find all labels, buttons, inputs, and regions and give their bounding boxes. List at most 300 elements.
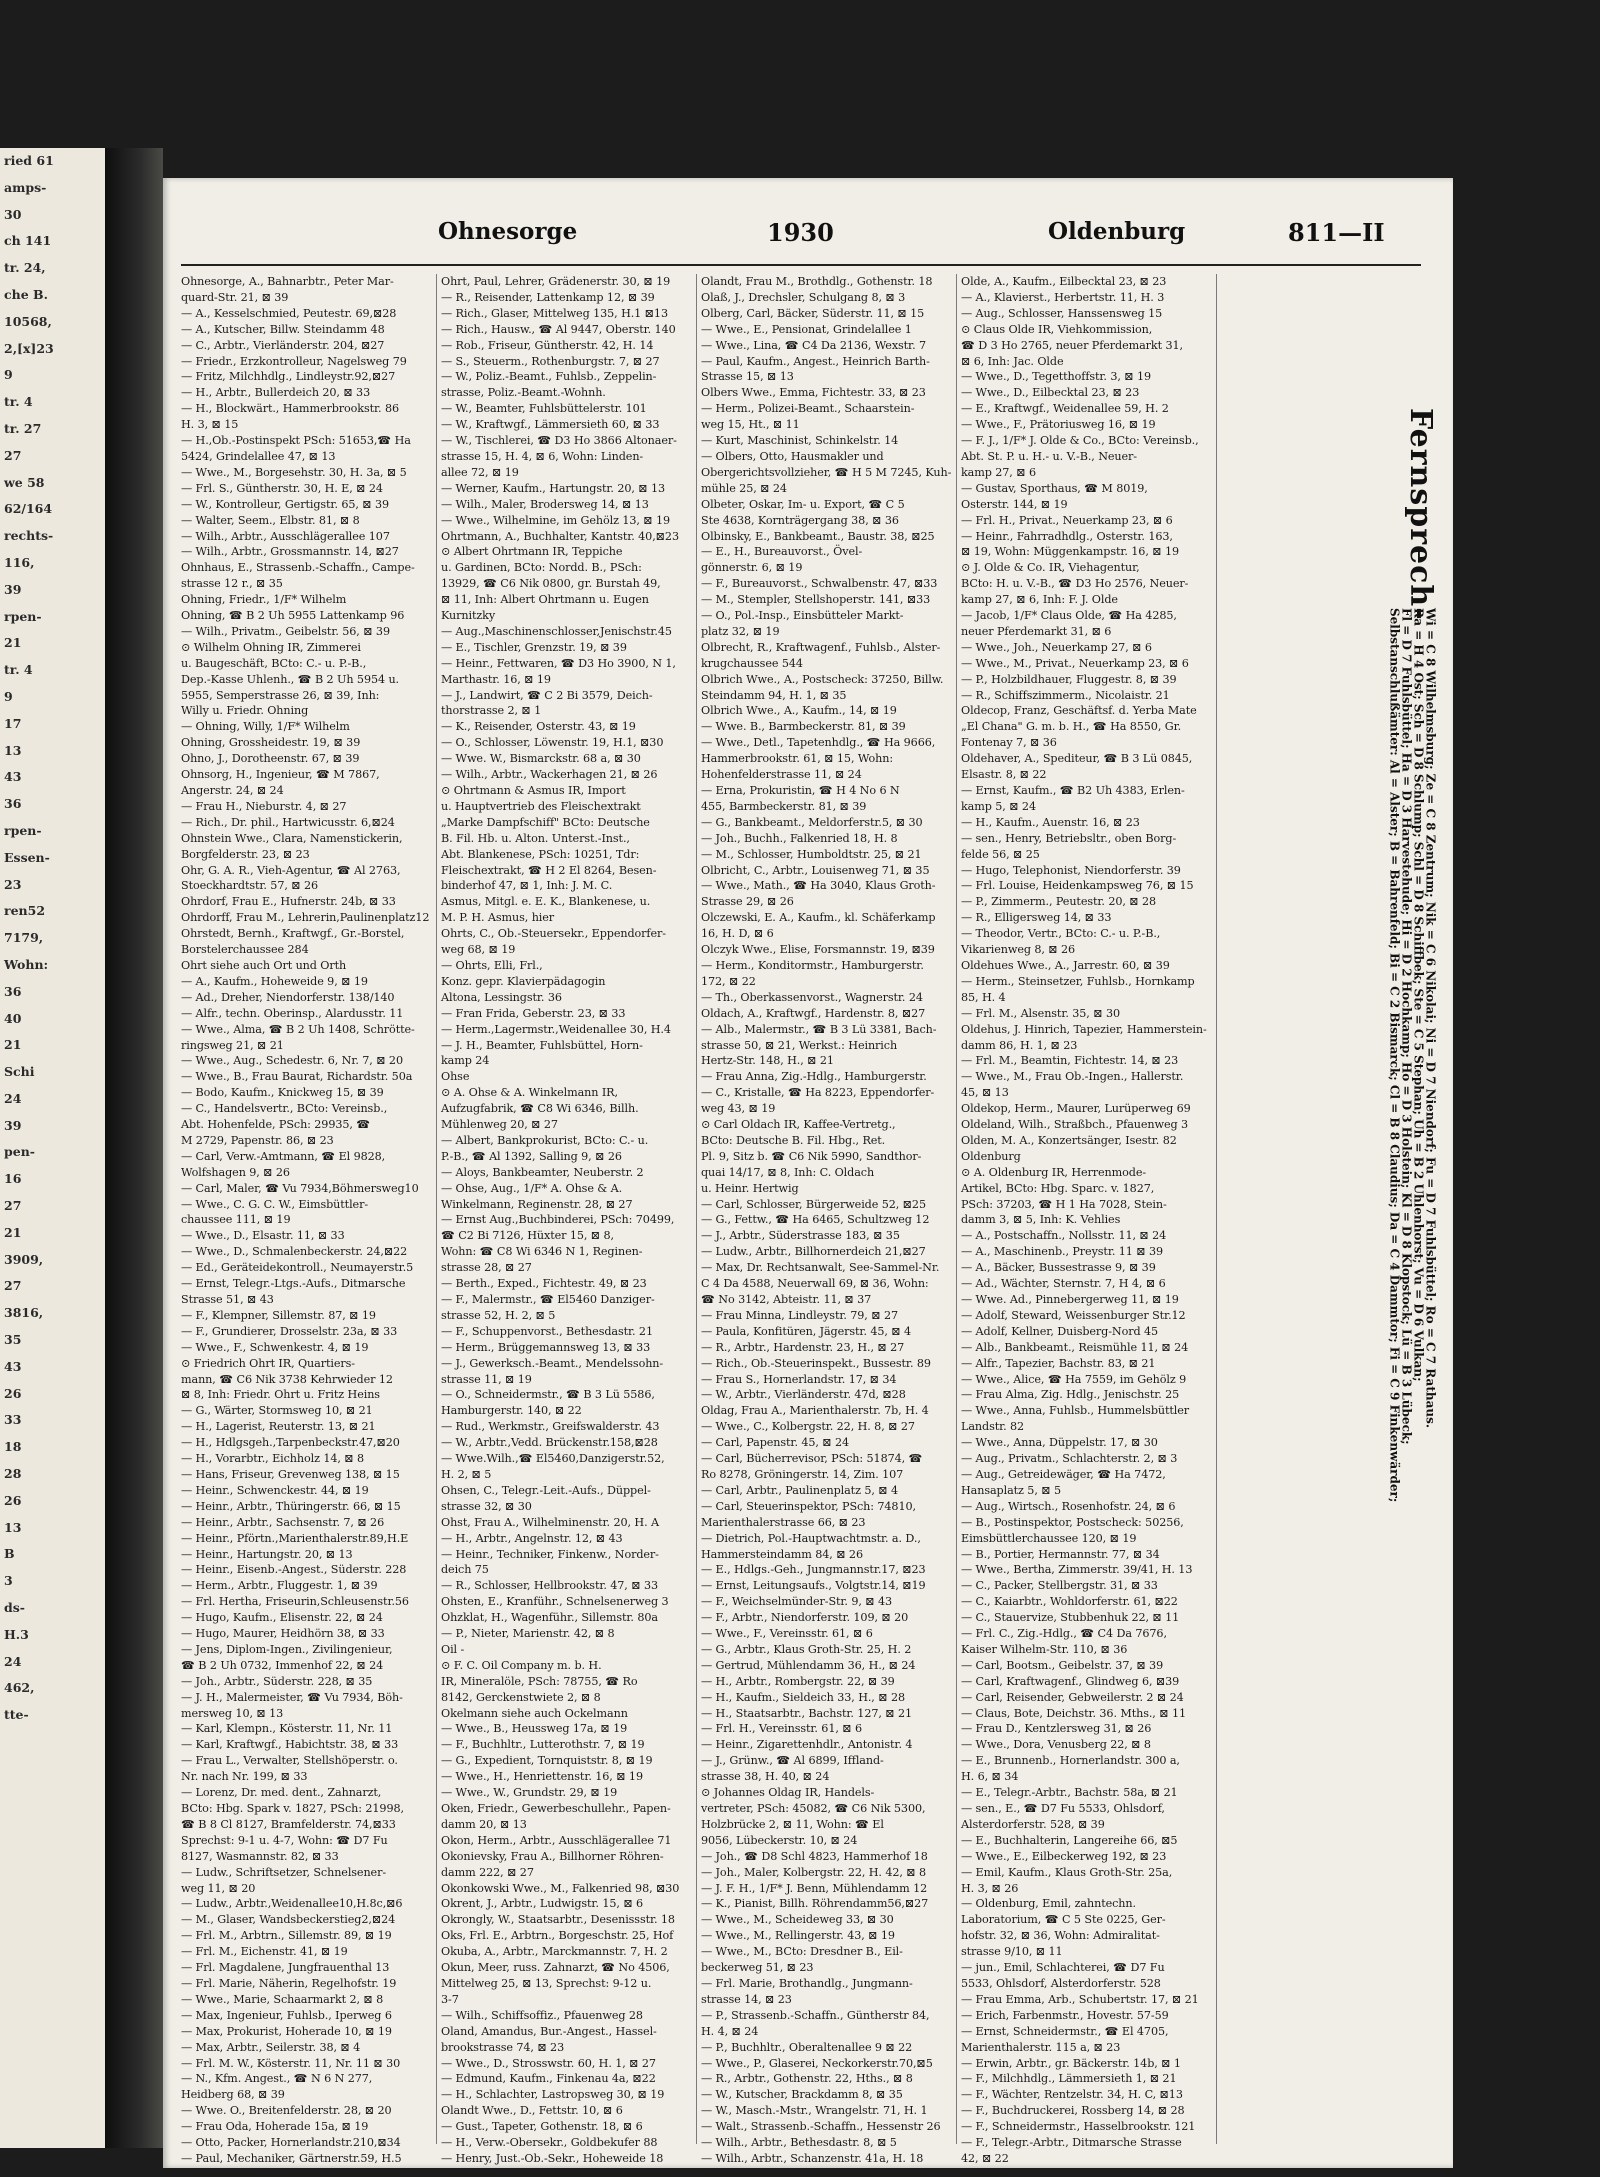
directory-entry-line: Ohzklat, H., Wagenführ., Sillemstr. 80a [441, 1611, 658, 1625]
directory-entry-line: — F., Buchdruckerei, Rossberg 14, ⊠ 28 [961, 2104, 1185, 2118]
directory-entry-line: — J. H., Malermeister, ☎ Vu 7934, Böh- [181, 1690, 403, 1704]
directory-entry-line: — jun., Emil, Schlachterei, ☎ D7 Fu [961, 1961, 1165, 1975]
directory-entry-line: — Frau D., Kentzlersweg 31, ⊠ 26 [961, 1722, 1152, 1736]
directory-entry-line: — P., Holzbildhauer, Fluggestr. 8, ⊠ 39 [961, 672, 1177, 686]
directory-page [163, 178, 1453, 2168]
previous-page-fragment: tr. 27 [4, 420, 42, 436]
directory-entry-line: — F., Klempner, Sillemstr. 87, ⊠ 19 [181, 1308, 376, 1322]
directory-entry-line: Kaiser Wilhelm-Str. 110, ⊠ 36 [961, 1642, 1128, 1656]
directory-entry-line: — Wwe., H., Henriettenstr. 16, ⊠ 19 [441, 1770, 643, 1784]
directory-entry-line: — R., Elligersweg 14, ⊠ 33 [961, 911, 1112, 925]
directory-entry-line: — B., Portier, Hermannstr. 77, ⊠ 34 [961, 1547, 1160, 1561]
column-4 [961, 274, 1213, 2165]
directory-entry-line: — W., Beamter, Fuhlsbüttelerstr. 101 [441, 402, 647, 416]
directory-entry-line: — Paula, Konfitüren, Jägerstr. 45, ⊠ 4 [701, 1324, 912, 1338]
directory-entry-line: BCto: Hbg. Spark v. 1827, PSch: 21998, [181, 1802, 404, 1815]
directory-entry-line: — Claus, Bote, Deichstr. 36. Mths., ⊠ 11 [961, 1706, 1186, 1720]
directory-entry-line: Alsterdorferstr. 528, ⊠ 39 [961, 1817, 1105, 1831]
directory-entry-line: Olbeter, Oskar, Im- u. Export, ☎ C 5 [701, 497, 905, 511]
directory-entry-line: — F., Schuppenvorst., Bethesdastr. 21 [441, 1324, 653, 1338]
directory-entry-line: ⊠ 6, Inh: Jac. Olde [961, 354, 1064, 368]
directory-entry-line: — Aug., Schlosser, Hanssensweg 15 [961, 306, 1163, 320]
directory-entry-line: — A., Kesselschmied, Peutestr. 69,⊠28 [181, 306, 397, 320]
directory-entry-line: ⊙ F. C. Oil Company m. b. H. [441, 1658, 602, 1672]
directory-entry-line: — E., Telegr.-Arbtr., Bachstr. 58a, ⊠ 21 [961, 1786, 1178, 1800]
directory-entry-line: — Frl. M., Alsenstr. 35, ⊠ 30 [961, 1006, 1120, 1020]
previous-page-fragment: ried 61 [4, 153, 54, 168]
directory-entry-line: Holzbrücke 2, ⊠ 11, Wohn: ☎ El [701, 1817, 884, 1831]
directory-entry-line: — C., Arbtr., Vierländerstr. 204, ⊠27 [181, 338, 385, 352]
directory-entry-line: Oldekop, Herm., Maurer, Lurüperweg 69 [961, 1102, 1191, 1116]
directory-entry-line: felde 56, ⊠ 25 [961, 847, 1040, 861]
directory-entry-line: Ohrt, Paul, Lehrer, Grädenerstr. 30, ⊠ 19 [441, 275, 671, 288]
directory-entry-line: — Wwe., C., Kolbergstr. 22, H. 8, ⊠ 27 [701, 1420, 915, 1434]
directory-entry-line: u. Heinr. Hertwig [701, 1181, 799, 1195]
directory-entry-line: — Dietrich, Pol.-Hauptwachtmstr. a. D., [701, 1531, 921, 1545]
directory-entry-line: — Frl. M., Beamtin, Fichtestr. 14, ⊠ 23 [961, 1054, 1179, 1068]
directory-entry-line: — Wilh., Arbtr., Ausschlägerallee 107 [181, 529, 390, 543]
directory-entry-line: — P., Nieter, Marienstr. 42, ⊠ 8 [441, 1627, 615, 1641]
directory-entry-line: Dep.-Kasse Uhlenh., ☎ B 2 Uh 5954 u. [181, 672, 400, 686]
directory-entry-line: — C., Kristalle, ☎ Ha 8223, Eppendorfer- [701, 1086, 935, 1100]
directory-entry-line: strasse 32, ⊠ 30 [441, 1499, 532, 1513]
directory-entry-line: — Walt., Strassenb.-Schaffn., Hessenstr 26 [701, 2120, 941, 2134]
directory-entry-line: — Wwe.Wilh.,☎ El5460,Danzigerstr.52, [441, 1452, 665, 1466]
directory-entry-line: Artikel, BCto: Hbg. Sparc. v. 1827, [961, 1181, 1155, 1195]
directory-entry-line: damm 86, H. 1, ⊠ 23 [961, 1038, 1078, 1052]
directory-entry-line: — G., Fettw., ☎ Ha 6465, Schultzweg 12 [701, 1213, 930, 1227]
previous-page-fragment: 21 [4, 635, 22, 651]
directory-entry-line: — Carl, Verw.-Amtmann, ☎ El 9828, [181, 1149, 386, 1163]
directory-entry-line: neuer Pferdemarkt 31, ⊠ 6 [961, 624, 1112, 638]
directory-entry-line: — Emil, Kaufm., Klaus Groth-Str. 25a, [961, 1865, 1173, 1879]
directory-entry-line: Okonkowski Wwe., M., Falkenried 98, ⊠30 [441, 1881, 680, 1895]
directory-entry-line: — Heinr., Fettwaren, ☎ D3 Ho 3900, N 1, [441, 656, 676, 670]
page-number: 811—II [1288, 218, 1385, 247]
previous-page-fragment: 33 [4, 1412, 22, 1428]
directory-entry-line: — E., Kraftwgf., Weidenallee 59, H. 2 [961, 402, 1169, 416]
directory-entry-line: 85, H. 4 [961, 990, 1006, 1004]
directory-entry-line: — Frl. Hertha, Friseurin,Schleusenstr.56 [181, 1595, 409, 1609]
directory-entry-line: — Ad., Wächter, Sternstr. 7, H 4, ⊠ 6 [961, 1277, 1166, 1291]
directory-entry-line: — H., Schlachter, Lastropsweg 30, ⊠ 19 [441, 2088, 665, 2102]
previous-page-fragment: tte- [4, 1707, 29, 1723]
directory-entry-line: — F., Buchhltr., Lutterothstr. 7, ⊠ 19 [441, 1738, 645, 1752]
previous-page-fragment: 3 [4, 1573, 13, 1589]
directory-entry-line: — Wwe., B., Frau Baurat, Richardstr. 50a [181, 1070, 413, 1084]
directory-entry-line: Sprechst: 9-1 u. 4-7, Wohn: ☎ D7 Fu [181, 1833, 388, 1847]
directory-entry-line: B. Fil. Hb. u. Alton. Unterst.-Inst., [441, 831, 630, 845]
previous-page-fragment: tr. 24, [4, 260, 46, 276]
directory-entry-line: Olbricht, C., Arbtr., Louisenweg 71, ⊠ 35 [701, 863, 930, 877]
directory-entry-line: kamp 27, ⊠ 6, Inh: F. J. Olde [961, 593, 1118, 607]
directory-entry-line: Ohrtmann, A., Buchhalter, Kantstr. 40,⊠23 [441, 529, 679, 543]
directory-entry-line: — Carl, Maler, ☎ Vu 7934,Böhmersweg10 [181, 1181, 419, 1195]
directory-entry-line: — Jacob, 1/F* Claus Olde, ☎ Ha 4285, [961, 609, 1177, 623]
directory-entry-line: — Rich., Hausw., ☎ Al 9447, Oberstr. 140 [441, 322, 676, 336]
directory-entry-line: — Wwe., C. G. C. W., Eimsbüttler- [181, 1197, 368, 1211]
directory-entry-line: — J., Arbtr., Süderstrasse 183, ⊠ 35 [701, 1229, 900, 1243]
directory-entry-line: — P., Strassenb.-Schaffn., Güntherstr 84, [701, 2008, 930, 2022]
previous-page-fragment: 27 [4, 1278, 22, 1294]
directory-entry-line: — Heinr., Techniker, Finkenw., Norder- [441, 1547, 659, 1561]
previous-page-fragment: rpen- [4, 608, 42, 624]
directory-entry-line: — Wwe., Bertha, Zimmerstr. 39/41, H. 13 [961, 1563, 1193, 1577]
directory-entry-line: — Ed., Geräteidekontroll., Neumayerstr.5 [181, 1261, 414, 1275]
directory-entry-line: — Frau Alma, Zig. Hdlg., Jenischstr. 25 [961, 1388, 1180, 1402]
directory-entry-line: — Wilh., Privatm., Geibelstr. 56, ⊠ 39 [181, 624, 390, 638]
previous-page-fragment: 43 [4, 1358, 22, 1374]
directory-entry-line: — Frl. H., Vereinsstr. 61, ⊠ 6 [701, 1722, 862, 1736]
directory-entry-line: — K., Pianist, Billh. Röhrendamm56,⊠27 [701, 1897, 929, 1911]
directory-entry-line: deich 75 [441, 1563, 489, 1577]
directory-entry-line: — Frau L., Verwalter, Stellshöperstr. o. [181, 1754, 398, 1768]
directory-entry-line: PSch: 37203, ☎ H 1 Ha 7028, Stein- [961, 1197, 1167, 1211]
directory-entry-line: — Karl, Kraftwgf., Habichtstr. 38, ⊠ 33 [181, 1738, 399, 1752]
directory-entry-line: Pl. 9, Sitz b. ☎ C6 Nik 5990, Sandthor- [701, 1149, 922, 1163]
directory-entry-line: 455, Barmbeckerstr. 81, ⊠ 39 [701, 799, 867, 813]
directory-entry-line: — Hugo, Maurer, Heidhörn 38, ⊠ 33 [181, 1627, 385, 1641]
directory-entry-line: — Olbers, Otto, Hausmakler und [701, 449, 884, 463]
directory-entry-line: Laboratorium, ☎ C 5 Ste 0225, Ger- [961, 1913, 1166, 1927]
directory-entry-line: — N., Kfm. Angest., ☎ N 6 N 277, [181, 2072, 373, 2086]
directory-entry-line: — sen., E., ☎ D7 Fu 5533, Ohlsdorf, [961, 1802, 1165, 1815]
directory-entry-line: — J., Landwirt, ☎ C 2 Bi 3579, Deich- [441, 688, 653, 702]
directory-entry-line: 42, ⊠ 22 [961, 2151, 1009, 2165]
directory-entry-line: — Berth., Exped., Fichtestr. 49, ⊠ 23 [441, 1277, 647, 1291]
directory-entry-line: — Heinr., Zigarettenhdlr., Antonistr. 4 [701, 1738, 913, 1752]
directory-entry-line: ☎ B 2 Uh 0732, Immenhof 22, ⊠ 24 [181, 1658, 384, 1672]
directory-entry-line: Ohnhaus, E., Strassenb.-Schaffn., Campe- [181, 561, 415, 575]
directory-entry-line: ☎ No 3142, Abteistr. 11, ⊠ 37 [701, 1293, 872, 1306]
directory-entry-line: — W., Masch.-Mstr., Wrangelstr. 71, H. 1 [701, 2104, 928, 2118]
directory-entry-line: Ohnstein Wwe., Clara, Namenstickerin, [181, 831, 403, 845]
directory-entry-line: — Oldenburg, Emil, zahntechn. [961, 1897, 1136, 1911]
directory-entry-line: Okon, Herm., Arbtr., Ausschlägerallee 71 [441, 1833, 672, 1847]
telephone-exchange-key [1387, 408, 1441, 2108]
directory-entry-line: M. P. H. Asmus, hier [441, 911, 555, 925]
directory-entry-line: — E., H., Bureauvorst., Övel- [701, 545, 863, 559]
directory-entry-line: — E., Buchhalterin, Langereihe 66, ⊠5 [961, 1833, 1178, 1847]
directory-entry-line: — Wwe., Wilhelmine, im Gehölz 13, ⊠ 19 [441, 513, 671, 527]
previous-page-fragment: 26 [4, 1492, 22, 1508]
directory-entry-line: Okrent, J., Arbtr., Ludwigstr. 15, ⊠ 6 [441, 1897, 644, 1911]
directory-entry-line: damm 20, ⊠ 13 [441, 1817, 527, 1831]
directory-entry-line: — H., Blockwärt., Hammerbrookstr. 86 [181, 402, 399, 416]
directory-entry-line: — Hugo, Telephonist, Niendorferstr. 39 [961, 863, 1181, 877]
directory-entry-line: Willy u. Friedr. Ohning [181, 704, 309, 718]
directory-entry-line: Marienthalerstr. 115 a, ⊠ 23 [961, 2040, 1121, 2054]
directory-entry-line: — Alfr., techn. Oberinsp., Alardusstr. 11 [181, 1006, 404, 1020]
directory-entry-line: — Herm., Steinsetzer, Fuhlsb., Hornkamp [961, 974, 1195, 988]
directory-entry-line: Stoeckhardtstr. 57, ⊠ 26 [181, 879, 319, 893]
directory-entry-line: ⊙ Friedrich Ohrt IR, Quartiers- [181, 1356, 355, 1370]
directory-entry-line: — Joh., Maler, Kolbergstr. 22, H. 42, ⊠ 8 [701, 1865, 927, 1879]
directory-entry-line: — Wwe., Joh., Neuerkamp 27, ⊠ 6 [961, 640, 1152, 654]
directory-entry-line: Ohning, ☎ B 2 Uh 5955 Lattenkamp 96 [181, 609, 405, 623]
directory-entry-line: — A., Bäcker, Bussestrasse 9, ⊠ 39 [961, 1261, 1156, 1275]
directory-entry-line: Ohst, Frau A., Wilhelminenstr. 20, H. A [441, 1515, 659, 1529]
directory-entry-line: — Wilh., Schiffsoffiz., Pfauenweg 28 [441, 2008, 643, 2022]
directory-entry-line: — A., Kutscher, Billw. Steindamm 48 [181, 322, 385, 336]
directory-entry-line: — Frl. M. W., Kösterstr. 11, Nr. 11 ⊠ 30 [181, 2056, 401, 2070]
directory-entry-line: Olczewski, E. A., Kaufm., kl. Schäferkamp [701, 911, 936, 925]
directory-entry-line: — Aug.,Maschinenschlosser,Jenischstr.45 [441, 624, 672, 638]
directory-entry-line: strasse 9/10, ⊠ 11 [961, 1945, 1063, 1959]
directory-entry-line: — Ludw., Arbtr., Billhornerdeich 21,⊠27 [701, 1245, 926, 1259]
directory-entry-line: — Aug., Wirtsch., Rosenhofstr. 24, ⊠ 6 [961, 1499, 1176, 1513]
previous-page-fragment: 116, [4, 554, 35, 570]
directory-entry-line: ☎ C2 Bi 7126, Hüxter 15, ⊠ 8, [441, 1229, 615, 1243]
directory-entry-line: — H.,Ob.-Postinspekt PSch: 51653,☎ Ha [181, 434, 411, 448]
previous-page-fragment: 30 [4, 206, 22, 222]
running-head-name: Ohnesorge [438, 218, 578, 245]
directory-entry-line: allee 72, ⊠ 19 [441, 465, 519, 479]
directory-entry-line: — Th., Oberkassenvorst., Wagnerstr. 24 [701, 990, 923, 1004]
previous-page-fragment: 39 [4, 1117, 22, 1133]
directory-entry-line: brookstrasse 74, ⊠ 23 [441, 2040, 565, 2054]
directory-entry-line: — J. F. H., 1/F* J. Benn, Mühlendamm 12 [701, 1881, 928, 1895]
directory-entry-line: Olberg, Carl, Bäcker, Süderstr. 11, ⊠ 15 [701, 306, 925, 320]
directory-entry-line: — Wwe., W., Grundstr. 29, ⊠ 19 [441, 1786, 618, 1800]
directory-entry-line: — Frau Minna, Lindleystr. 79, ⊠ 27 [701, 1308, 898, 1322]
directory-entry-line: — Otto, Packer, Hornerlandstr.210,⊠34 [181, 2136, 401, 2150]
directory-entry-line: damm 3, ⊠ 5, Inh: K. Vehlies [961, 1213, 1121, 1227]
directory-entry-line: ringsweg 21, ⊠ 21 [181, 1038, 284, 1052]
directory-entry-line: — F., Weichselmünder-Str. 9, ⊠ 43 [701, 1595, 893, 1609]
directory-entry-line: Ohrdorf, Frau E., Hufnerstr. 24b, ⊠ 33 [181, 895, 396, 909]
directory-entry-line: — Max, Prokurist, Hoherade 10, ⊠ 19 [181, 2024, 392, 2038]
directory-entry-line: — Wwe., D., Schmalenbeckerstr. 24,⊠22 [181, 1245, 408, 1259]
previous-page-fragment: 27 [4, 447, 22, 463]
previous-page-fragment: 27 [4, 1198, 22, 1214]
directory-entry-line: Hammersteindamm 84, ⊠ 26 [701, 1547, 863, 1561]
directory-entry-line: — Wwe., F., Prätoriusweg 16, ⊠ 19 [961, 418, 1156, 432]
directory-entry-line: — Wwe., Math., ☎ Ha 3040, Klaus Groth- [701, 879, 936, 893]
directory-entry-line: Mühlenweg 20, ⊠ 27 [441, 1118, 558, 1132]
directory-entry-line: Konz. gepr. Klavierpädagogin [441, 974, 606, 988]
directory-entry-line: — Frl. Louise, Heidenkampsweg 76, ⊠ 15 [961, 879, 1194, 893]
directory-entry-line: — Carl, Arbtr., Paulinenplatz 5, ⊠ 4 [701, 1483, 899, 1497]
directory-entry-line: quard-Str. 21, ⊠ 39 [181, 290, 289, 304]
directory-entry-line: — H., Lagerist, Reuterstr. 13, ⊠ 21 [181, 1420, 376, 1434]
directory-entry-line: — Wwe., M., BCto: Dresdner B., Eil- [701, 1945, 903, 1959]
directory-entry-line: Hamburgerstr. 140, ⊠ 22 [441, 1404, 582, 1418]
directory-entry-line: — Carl, Papenstr. 45, ⊠ 24 [701, 1436, 850, 1450]
directory-entry-line: — W., Arbtr., Vierländerstr. 47d, ⊠28 [701, 1388, 906, 1402]
directory-entry-line: M 2729, Papenstr. 86, ⊠ 23 [181, 1133, 334, 1147]
directory-entry-line: Angerstr. 24, ⊠ 24 [181, 784, 284, 797]
directory-entry-line: Olandt Wwe., D., Fettstr. 10, ⊠ 6 [441, 2104, 623, 2118]
previous-page-fragment: 9 [4, 367, 13, 383]
directory-entry-line: — Ernst, Telegr.-Ltgs.-Aufs., Ditmarsche [181, 1277, 406, 1291]
directory-entry-line: — Adolf, Steward, Weissenburger Str.12 [961, 1308, 1186, 1322]
directory-entry-line: ⊠ 8, Inh: Friedr. Ohrt u. Fritz Heins [181, 1388, 380, 1402]
directory-entry-line: — Alb., Malermstr., ☎ B 3 Lü 3381, Bach- [701, 1022, 937, 1036]
column-divider [696, 274, 697, 2144]
directory-entry-line: — Rob., Friseur, Güntherstr. 42, H. 14 [441, 338, 654, 352]
directory-entry-line: — Max, Arbtr., Seilerstr. 38, ⊠ 4 [181, 2040, 361, 2054]
directory-entry-line: — M., Glaser, Wandsbeckerstieg2,⊠24 [181, 1913, 396, 1927]
directory-entry-line: — Ernst, Schneidermstr., ☎ El 4705, [961, 2024, 1169, 2038]
directory-entry-line: — P., Zimmerm., Peutestr. 20, ⊠ 28 [961, 895, 1157, 909]
directory-entry-line: IR, Mineralöle, PSch: 78755, ☎ Ro [441, 1674, 638, 1688]
directory-entry-line: — F., Milchhdlg., Lämmersieth 1, ⊠ 21 [961, 2072, 1177, 2086]
directory-entry-line: — Frau Emma, Arb., Schubertstr. 17, ⊠ 21 [961, 1992, 1199, 2006]
exchange-key-line: Fl = D 7 Fuhlsbüttel; Ha = D 3 Harvestehude; Hi = D 2 Hochkamp; Ho = D 3 Holstein; Kl = D 8 Klopstock; Lü = B 3 Lübeck; [1399, 608, 1414, 1445]
directory-entry-line: — Carl, Bootsm., Geibelstr. 37, ⊠ 39 [961, 1658, 1164, 1672]
directory-entry-line: Olbrich Wwe., A., Postscheck: 37250, Billw. [701, 672, 944, 686]
directory-entry-line: — H., Arbtr., Angelnstr. 12, ⊠ 43 [441, 1531, 623, 1545]
directory-entry-line: Ohsen, C., Telegr.-Leit.-Aufs., Düppel- [441, 1483, 651, 1497]
directory-entry-line: — Wilh., Arbtr., Wackerhagen 21, ⊠ 26 [441, 768, 658, 782]
directory-entry-line: strasse, Poliz.-Beamt.-Wohnh. [441, 386, 606, 400]
directory-entry-line: damm 222, ⊠ 27 [441, 1865, 534, 1879]
directory-entry-line: ⊙ A. Oldenburg IR, Herrenmode- [961, 1165, 1147, 1179]
directory-entry-line: krugchaussee 544 [701, 656, 803, 670]
directory-entry-line: Abt. St. P. u. H.- u. V.-B., Neuer- [961, 449, 1137, 463]
directory-entry-line: — Ohrts, Elli, Frl., [441, 958, 543, 972]
directory-entry-line: — Wwe., Anna, Düppelstr. 17, ⊠ 30 [961, 1436, 1158, 1450]
column-divider [1216, 274, 1217, 2144]
directory-entry-line: — Frl. Marie, Näherin, Regelhofstr. 19 [181, 1976, 397, 1990]
previous-page-fragment: 3816, [4, 1305, 44, 1321]
directory-entry-line: — S., Steuerm., Rothenburgstr. 7, ⊠ 27 [441, 354, 660, 368]
directory-entry-line: — R., Schiffszimmerm., Nicolaistr. 21 [961, 688, 1170, 702]
directory-entry-line: Elsastr. 8, ⊠ 22 [961, 768, 1047, 782]
directory-entry-line: — Wwe., M., Borgesehstr. 30, H. 3a, ⊠ 5 [181, 465, 407, 479]
previous-page-fragment: 17 [4, 715, 22, 731]
directory-entry-line: — Bodo, Kaufm., Knickweg 15, ⊠ 39 [181, 1086, 384, 1100]
directory-entry-line: — Herm., Polizei-Beamt., Schaarstein- [701, 402, 915, 416]
directory-entry-line: — Carl, Kraftwagenf., Glindweg 6, ⊠39 [961, 1674, 1180, 1688]
previous-page-fragment: amps- [4, 179, 47, 195]
column-2 [441, 274, 693, 2165]
directory-entry-line: — Frau S., Hornerlandstr. 17, ⊠ 34 [701, 1372, 897, 1386]
directory-entry-line: Borstelerchaussee 284 [181, 943, 309, 957]
directory-entry-line: — Frl. C., Zig.-Hdlg., ☎ C4 Da 7676, [961, 1627, 1167, 1641]
directory-entry-line: ⊙ J. Olde & Co. IR, Viehagentur, [961, 561, 1140, 575]
directory-entry-line: — Wwe., E., Pensionat, Grindelallee 1 [701, 322, 912, 336]
directory-entry-line: BCto: H. u. V.-B., ☎ D3 Ho 2576, Neuer- [961, 577, 1189, 591]
directory-entry-line: Ohnsorg, H., Ingenieur, ☎ M 7867, [181, 768, 380, 782]
directory-entry-line: — F., Wächter, Rentzelstr. 34, H. C, ⊠13 [961, 2088, 1183, 2102]
directory-entry-line: — Gertrud, Mühlendamm 36, H., ⊠ 24 [701, 1658, 916, 1672]
directory-entry-line: — R., Schlosser, Hellbrookstr. 47, ⊠ 33 [441, 1579, 658, 1593]
directory-entry-line: — Lorenz, Dr. med. dent., Zahnarzt, [181, 1786, 382, 1800]
directory-entry-line: Oldach, A., Kraftwgf., Hardenstr. 8, ⊠27 [701, 1006, 926, 1020]
directory-entry-line: — Rich., Dr. phil., Hartwicusstr. 6,⊠24 [181, 815, 395, 829]
directory-entry-line: — Wwe., F., Vereinsstr. 61, ⊠ 6 [701, 1627, 873, 1641]
directory-entry-line: — Gustav, Sporthaus, ☎ M 8019, [961, 481, 1148, 495]
exchange-key-title: Fernsprech- [1403, 408, 1438, 621]
directory-entry-line: Abt. Hohenfelde, PSch: 29935, ☎ [181, 1118, 371, 1132]
directory-entry-line: — Aug., Getreidewäger, ☎ Ha 7472, [961, 1467, 1166, 1481]
directory-entry-line: — Aloys, Bankbeamter, Neuberstr. 2 [441, 1165, 644, 1179]
directory-entry-line: — Wwe., Lina, ☎ C4 Da 2136, Wexstr. 7 [701, 338, 927, 352]
directory-entry-line: Oldenburg [961, 1149, 1021, 1163]
directory-entry-line: — Herm., Brüggemannsweg 13, ⊠ 33 [441, 1340, 651, 1354]
directory-entry-line: — Frau H., Nieburstr. 4, ⊠ 27 [181, 799, 347, 813]
directory-entry-line: — Wwe., M., Scheideweg 33, ⊠ 30 [701, 1913, 894, 1927]
directory-entry-line: Okelmann siehe auch Ockelmann [441, 1706, 628, 1720]
directory-entry-line: — H., Staatsarbtr., Bachstr. 127, ⊠ 21 [701, 1706, 913, 1720]
directory-entry-line: vertreter, PSch: 45082, ☎ C6 Nik 5300, [701, 1802, 926, 1815]
previous-page-text [0, 148, 105, 1729]
directory-entry-line: — sen., Henry, Betriebsltr., oben Borg- [961, 831, 1177, 845]
previous-page-fragment: tr. 4 [4, 662, 33, 678]
directory-entry-line: — Walter, Seem., Elbstr. 81, ⊠ 8 [181, 513, 360, 527]
directory-entry-line: chaussee 111, ⊠ 19 [181, 1213, 291, 1227]
directory-entry-line: — H., Kaufm., Auenstr. 16, ⊠ 23 [961, 815, 1140, 829]
directory-entry-line: H. 3, ⊠ 15 [181, 418, 239, 432]
directory-entry-line: Altona, Lessingstr. 36 [441, 990, 562, 1004]
directory-entry-line: — O., Schneidermstr., ☎ B 3 Lü 5586, [441, 1388, 655, 1402]
directory-entry-line: — Ernst, Kaufm., ☎ B2 Uh 4383, Erlen- [961, 784, 1185, 797]
previous-page-fragment: 39 [4, 581, 22, 597]
directory-entry-line: H. 3, ⊠ 26 [961, 1881, 1019, 1895]
directory-entry-line: H. 6, ⊠ 34 [961, 1770, 1019, 1784]
previous-page-fragment: 462, [4, 1680, 35, 1696]
directory-entry-line: — H., Verw.-Obersekr., Goldbekufer 88 [441, 2136, 658, 2150]
previous-page-fragment: we 58 [4, 474, 45, 490]
directory-entry-line: Ohrt siehe auch Ort und Orth [181, 958, 347, 972]
directory-entry-line: — Wwe., Anna, Fuhlsb., Hummelsbüttler [961, 1404, 1190, 1418]
header-rule [181, 264, 1421, 266]
directory-entry-line: — F., Arbtr., Niendorferstr. 109, ⊠ 20 [701, 1611, 909, 1625]
directory-entry-line: Winkelmann, Reginenstr. 28, ⊠ 27 [441, 1197, 633, 1211]
directory-entry-line: strasse 12 r., ⊠ 35 [181, 577, 283, 591]
directory-entry-line: — H., Arbtr., Bullerdeich 20, ⊠ 33 [181, 386, 371, 400]
exchange-key-line: Selbstanschlußämter: Al = Alster; B = Bahrenfeld; Bi = C 2 Bismarck; Cl = B 8 Claudius; Da = C 4 Dammtor; Fi = C 9 Finkenwärder; [1387, 608, 1402, 1503]
directory-entry-line: Ohno, J., Dorotheenstr. 67, ⊠ 39 [181, 752, 360, 766]
directory-entry-line: 3-7 [441, 1992, 459, 2006]
directory-entry-line: ☎ B 8 Cl 8127, Bramfelderstr. 74,⊠33 [181, 1817, 396, 1831]
directory-entry-line: — Paul, Mechaniker, Gärtnerstr.59, H.5 [181, 2151, 402, 2165]
directory-entry-line: hofstr. 32, ⊠ 36, Wohn: Admiralitat- [961, 1929, 1160, 1943]
directory-entry-line: Aufzugfabrik, ☎ C8 Wi 6346, Billh. [441, 1102, 639, 1116]
directory-entry-line: — Wwe., D., Strosswstr. 60, H. 1, ⊠ 27 [441, 2056, 656, 2070]
directory-entry-line: 8142, Gerckenstwiete 2, ⊠ 8 [441, 1690, 601, 1704]
directory-entry-line: Fleischextrakt, ☎ H 2 El 8264, Besen- [441, 863, 657, 877]
directory-entry-line: H. 2, ⊠ 5 [441, 1467, 492, 1481]
directory-entry-line: — F., Grundierer, Drosselstr. 23a, ⊠ 33 [181, 1324, 398, 1338]
directory-entry-line: — A., Kaufm., Hoheweide 9, ⊠ 19 [181, 974, 368, 988]
directory-entry-line: — Ohning, Willy, 1/F* Wilhelm [181, 720, 350, 734]
directory-entry-line: — Albert, Bankprokurist, BCto: C.- u. [441, 1133, 649, 1147]
directory-entry-line: — G., Bankbeamt., Meldorferstr.5, ⊠ 30 [701, 815, 923, 829]
directory-entry-line: strasse 38, H. 40, ⊠ 24 [701, 1770, 830, 1784]
directory-entry-line: — Hugo, Kaufm., Elisenstr. 22, ⊠ 24 [181, 1611, 383, 1625]
directory-entry-line: — Carl, Bücherrevisor, PSch: 51874, ☎ [701, 1452, 923, 1466]
directory-entry-line: — B., Postinspektor, Postscheck: 50256, [961, 1515, 1184, 1529]
directory-entry-line: weg 43, ⊠ 19 [701, 1102, 776, 1116]
directory-entry-line: Marienthalerstrasse 66, ⊠ 23 [701, 1515, 866, 1529]
previous-page-edge [0, 148, 107, 2148]
directory-entry-line: — Aug., Privatm., Schlachterstr. 2, ⊠ 3 [961, 1452, 1178, 1466]
column-3 [701, 274, 953, 2165]
directory-entry-line: — E., Brunnenb., Hornerlandstr. 300 a, [961, 1754, 1180, 1768]
directory-entry-line: — Alb., Bankbeamt., Reismühle 11, ⊠ 24 [961, 1340, 1189, 1354]
previous-page-fragment: che B. [4, 286, 48, 302]
directory-entry-line: — Max, Ingenieur, Fuhlsb., Iperweg 6 [181, 2008, 392, 2022]
directory-entry-line: ⊙ Albert Ohrtmann IR, Teppiche [441, 545, 623, 559]
previous-page-fragment: 16 [4, 1171, 22, 1187]
directory-entry-line: Obergerichtsvollzieher, ☎ H 5 M 7245, Kuh- [701, 465, 952, 479]
directory-entry-line: Mittelweg 25, ⊠ 13, Sprechst: 9-12 u. [441, 1976, 652, 1990]
directory-entry-line: Hansaplatz 5, ⊠ 5 [961, 1483, 1061, 1497]
directory-entry-line: — C., Kaiarbtr., Wohldorferstr. 61, ⊠22 [961, 1595, 1178, 1609]
